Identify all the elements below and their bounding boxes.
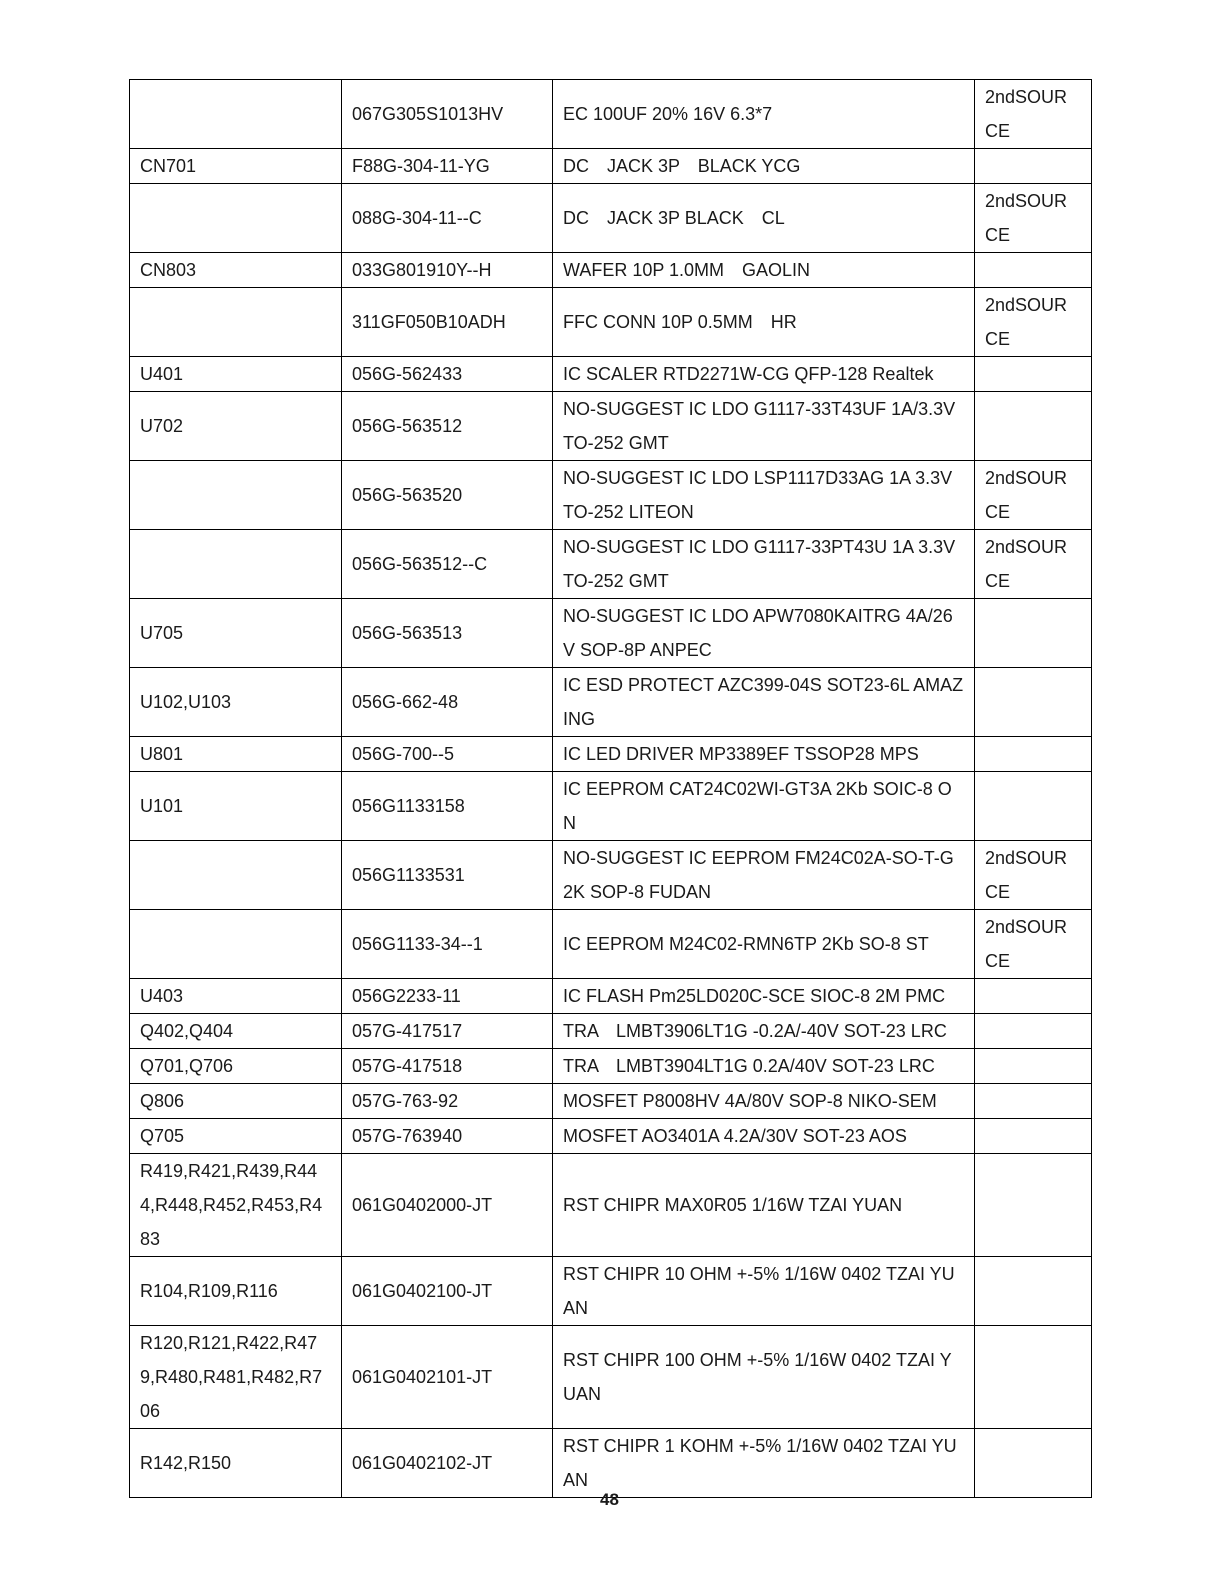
bom-table (129, 79, 1092, 1498)
description-cell: IC FLASH Pm25LD020C-SCE SIOC-8 2M PMC (553, 979, 975, 1014)
ref-designator-cell: CN701 (130, 149, 342, 184)
part-number-cell: 057G-763940 (342, 1119, 553, 1154)
note-cell (975, 1119, 1092, 1154)
table-row (130, 253, 1092, 288)
ref-designator-cell (130, 530, 342, 599)
description-cell: IC ESD PROTECT AZC399-04S SOT23-6L AMAZING (553, 668, 975, 737)
description-cell: NO-SUGGEST IC EEPROM FM24C02A-SO-T-G 2K SOP-8 FUDAN (553, 841, 975, 910)
part-number-cell: F88G-304-11-YG (342, 149, 553, 184)
note-cell (975, 910, 1092, 979)
description-cell: MOSFET AO3401A 4.2A/30V SOT-23 AOS (553, 1119, 975, 1154)
ref-designator-cell: CN803 (130, 253, 342, 288)
note-cell (975, 1084, 1092, 1119)
ref-designator-cell (130, 461, 342, 530)
note-cell (975, 288, 1092, 357)
ref-designator-cell: R120,R121,R422,R479,R480,R481,R482,R706 (130, 1326, 342, 1429)
table-row (130, 1154, 1092, 1257)
note-line: 2ndSOUR (985, 848, 1068, 868)
note-cell (975, 979, 1092, 1014)
description-cell: DC JACK 3P BLACK CL (553, 184, 975, 253)
description-cell: RST CHIPR 1 KOHM +-5% 1/16W 0402 TZAI YUAN (553, 1429, 975, 1498)
note-cell (975, 599, 1092, 668)
description-cell: NO-SUGGEST IC LDO G1117-33T43UF 1A/3.3V TO-252 GMT (553, 392, 975, 461)
page-number: 48 (600, 1490, 619, 1509)
part-number-cell: 061G0402102-JT (342, 1429, 553, 1498)
table-row (130, 357, 1092, 392)
note-line: 2ndSOUR (985, 537, 1068, 557)
description-cell: TRA LMBT3904LT1G 0.2A/40V SOT-23 LRC (553, 1049, 975, 1084)
part-number-cell: 057G-417517 (342, 1014, 553, 1049)
note-line: 2ndSOUR (985, 87, 1068, 107)
description-cell: IC SCALER RTD2271W-CG QFP-128 Realtek (553, 357, 975, 392)
description-cell: WAFER 10P 1.0MM GAOLIN (553, 253, 975, 288)
table-row (130, 1119, 1092, 1154)
note-line: CE (985, 951, 1011, 971)
note-line: 2ndSOUR (985, 191, 1068, 211)
note-cell (975, 841, 1092, 910)
ref-designator-cell: R142,R150 (130, 1429, 342, 1498)
part-number-cell: 056G-563512--C (342, 530, 553, 599)
part-number-cell: 056G-563520 (342, 461, 553, 530)
table-row (130, 1049, 1092, 1084)
part-number-cell: 311GF050B10ADH (342, 288, 553, 357)
part-number-cell: 056G1133158 (342, 772, 553, 841)
note-line: CE (985, 882, 1011, 902)
part-number-cell: 056G1133531 (342, 841, 553, 910)
note-line: CE (985, 571, 1011, 591)
ref-designator-cell: U705 (130, 599, 342, 668)
note-cell (975, 392, 1092, 461)
table-row (130, 1326, 1092, 1429)
table-row (130, 288, 1092, 357)
description-cell: TRA LMBT3906LT1G -0.2A/-40V SOT-23 LRC (553, 1014, 975, 1049)
ref-designator-cell: U702 (130, 392, 342, 461)
table-row (130, 461, 1092, 530)
note-line: CE (985, 121, 1011, 141)
part-number-cell: 056G2233-11 (342, 979, 553, 1014)
note-cell (975, 530, 1092, 599)
note-line: 2ndSOUR (985, 917, 1068, 937)
note-cell (975, 1257, 1092, 1326)
note-cell (975, 184, 1092, 253)
note-cell (975, 80, 1092, 149)
part-number-cell: 033G801910Y--H (342, 253, 553, 288)
description-cell: NO-SUGGEST IC LDO G1117-33PT43U 1A 3.3V TO-252 GMT (553, 530, 975, 599)
ref-designator-cell: U401 (130, 357, 342, 392)
note-cell (975, 772, 1092, 841)
ref-designator-cell: R104,R109,R116 (130, 1257, 342, 1326)
table-row (130, 668, 1092, 737)
ref-designator-cell: U102,U103 (130, 668, 342, 737)
table-row (130, 1084, 1092, 1119)
description-cell: RST CHIPR 10 OHM +-5% 1/16W 0402 TZAI YUAN (553, 1257, 975, 1326)
description-cell: NO-SUGGEST IC LDO LSP1117D33AG 1A 3.3V TO-252 LITEON (553, 461, 975, 530)
part-number-cell: 056G1133-34--1 (342, 910, 553, 979)
part-number-cell: 057G-763-92 (342, 1084, 553, 1119)
part-number-cell: 061G0402100-JT (342, 1257, 553, 1326)
ref-designator-cell: U101 (130, 772, 342, 841)
part-number-cell: 056G-563512 (342, 392, 553, 461)
note-line: 2ndSOUR (985, 468, 1068, 488)
ref-designator-cell: R419,R421,R439,R444,R448,R452,R453,R483 (130, 1154, 342, 1257)
note-cell (975, 1049, 1092, 1084)
description-cell: FFC CONN 10P 0.5MM HR (553, 288, 975, 357)
note-cell (975, 668, 1092, 737)
table-row (130, 184, 1092, 253)
ref-designator-cell (130, 80, 342, 149)
note-line: CE (985, 225, 1011, 245)
part-number-cell: 056G-662-48 (342, 668, 553, 737)
note-cell (975, 253, 1092, 288)
table-row (130, 1429, 1092, 1498)
note-cell (975, 461, 1092, 530)
description-cell: IC LED DRIVER MP3389EF TSSOP28 MPS (553, 737, 975, 772)
table-row (130, 979, 1092, 1014)
note-cell (975, 737, 1092, 772)
part-number-cell: 088G-304-11--C (342, 184, 553, 253)
part-number-cell: 056G-563513 (342, 599, 553, 668)
description-cell: DC JACK 3P BLACK YCG (553, 149, 975, 184)
note-line: 2ndSOUR (985, 295, 1068, 315)
table-row (130, 841, 1092, 910)
description-cell: NO-SUGGEST IC LDO APW7080KAITRG 4A/26V SOP-8P ANPEC (553, 599, 975, 668)
table-row (130, 737, 1092, 772)
note-cell (975, 1014, 1092, 1049)
part-number-cell: 061G0402000-JT (342, 1154, 553, 1257)
table-row (130, 149, 1092, 184)
table-row (130, 80, 1092, 149)
description-cell: RST CHIPR 100 OHM +-5% 1/16W 0402 TZAI YUAN (553, 1326, 975, 1429)
part-number-cell: 056G-700--5 (342, 737, 553, 772)
table-row (130, 392, 1092, 461)
description-cell: IC EEPROM CAT24C02WI-GT3A 2Kb SOIC-8 ON (553, 772, 975, 841)
table-row (130, 599, 1092, 668)
description-cell: RST CHIPR MAX0R05 1/16W TZAI YUAN (553, 1154, 975, 1257)
note-line: CE (985, 502, 1011, 522)
part-number-cell: 061G0402101-JT (342, 1326, 553, 1429)
bom-table-body (130, 80, 1092, 1498)
description-cell: IC EEPROM M24C02-RMN6TP 2Kb SO-8 ST (553, 910, 975, 979)
ref-designator-cell: Q705 (130, 1119, 342, 1154)
ref-designator-cell (130, 288, 342, 357)
description-cell: MOSFET P8008HV 4A/80V SOP-8 NIKO-SEM (553, 1084, 975, 1119)
note-cell (975, 149, 1092, 184)
table-row (130, 772, 1092, 841)
note-cell (975, 1326, 1092, 1429)
part-number-cell: 056G-562433 (342, 357, 553, 392)
ref-designator-cell: Q806 (130, 1084, 342, 1119)
ref-designator-cell: U403 (130, 979, 342, 1014)
note-cell (975, 1154, 1092, 1257)
description-cell: EC 100UF 20% 16V 6.3*7 (553, 80, 975, 149)
table-row (130, 1257, 1092, 1326)
part-number-cell: 057G-417518 (342, 1049, 553, 1084)
ref-designator-cell (130, 841, 342, 910)
ref-designator-cell (130, 910, 342, 979)
note-cell (975, 1429, 1092, 1498)
part-number-cell: 067G305S1013HV (342, 80, 553, 149)
table-row (130, 910, 1092, 979)
note-cell (975, 357, 1092, 392)
table-row (130, 1014, 1092, 1049)
ref-designator-cell (130, 184, 342, 253)
ref-designator-cell: U801 (130, 737, 342, 772)
table-row (130, 530, 1092, 599)
ref-designator-cell: Q402,Q404 (130, 1014, 342, 1049)
ref-designator-cell: Q701,Q706 (130, 1049, 342, 1084)
note-line: CE (985, 329, 1011, 349)
